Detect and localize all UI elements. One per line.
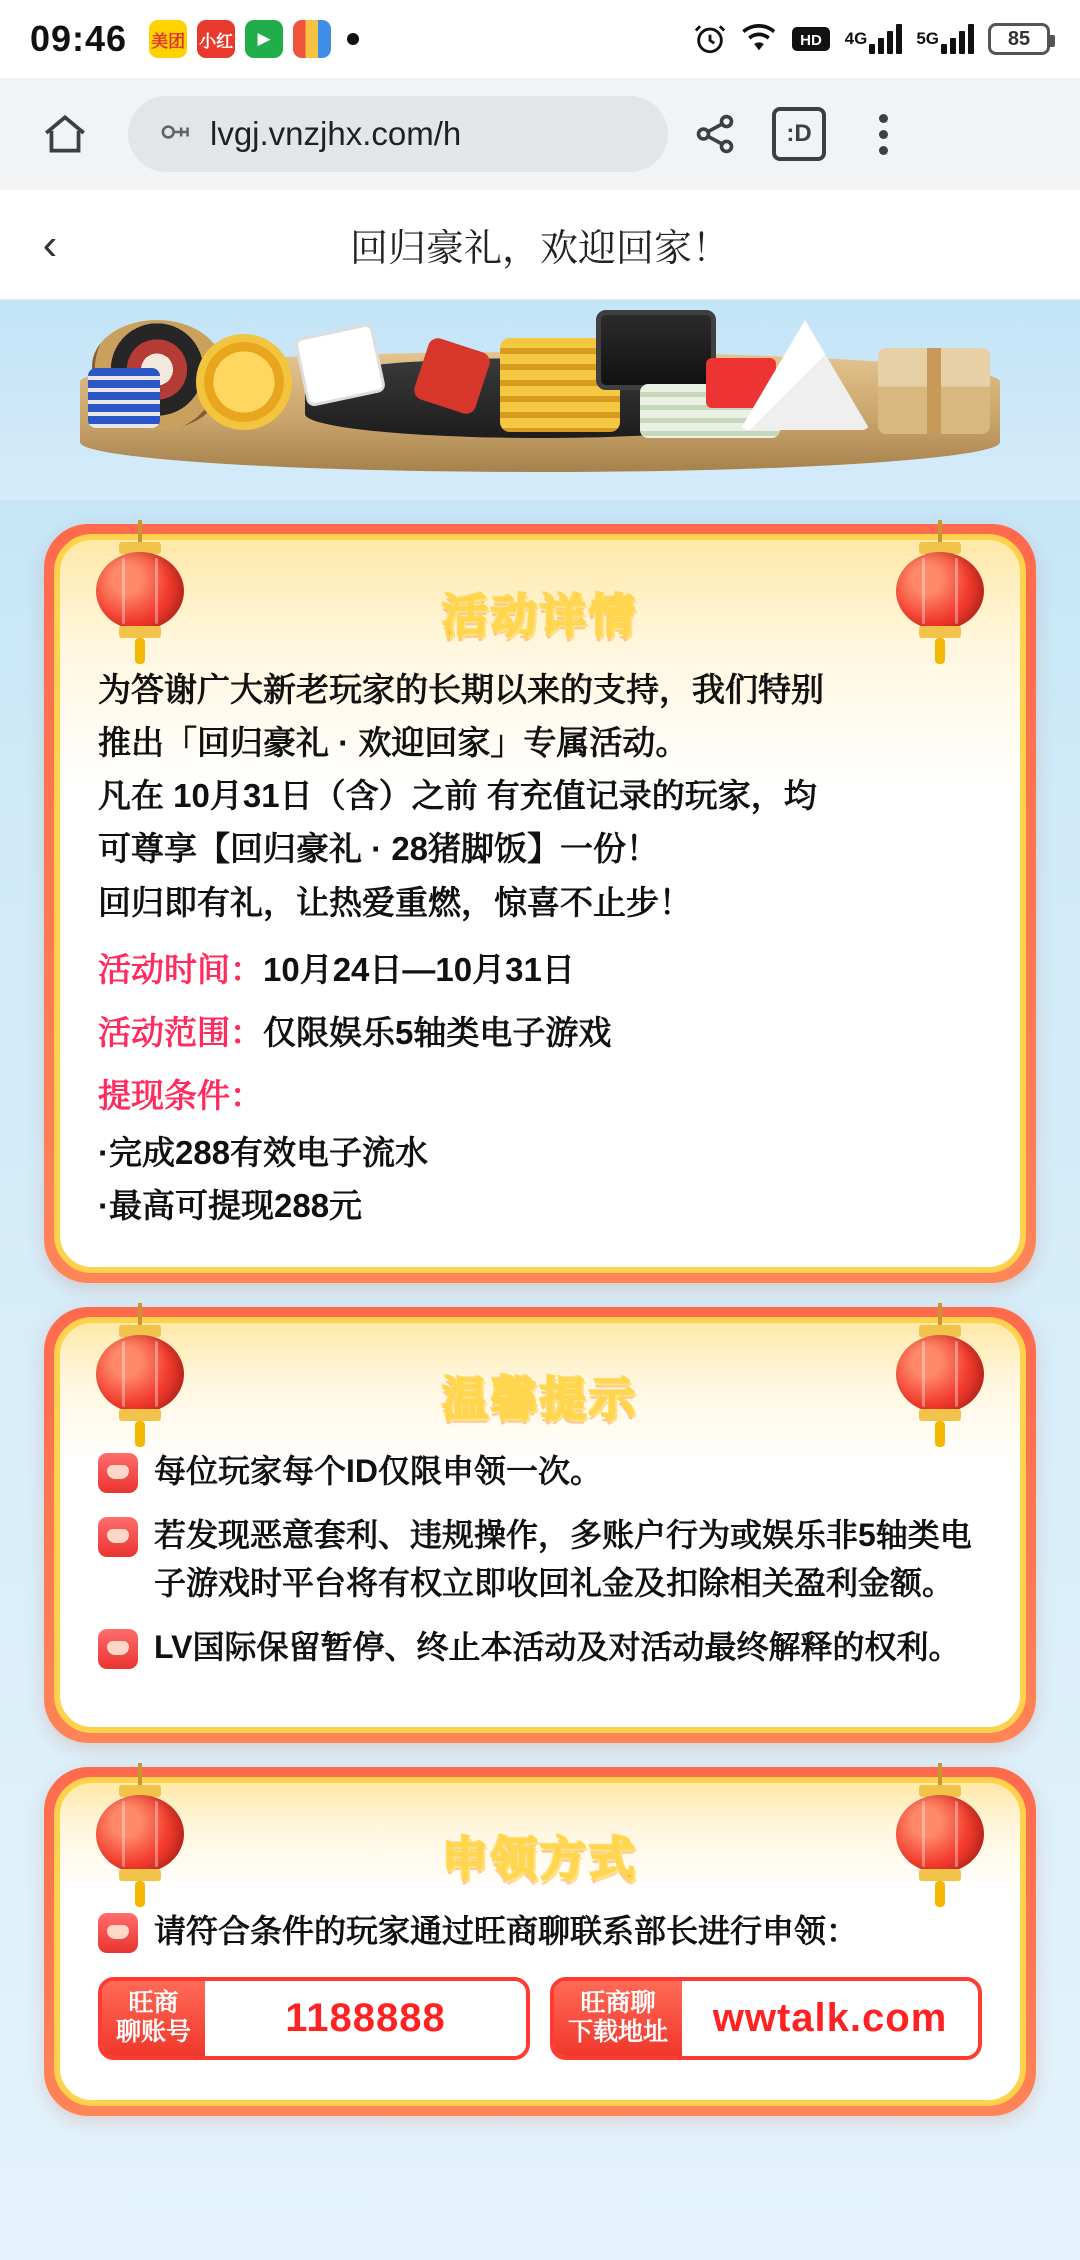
activity-time-row [98, 944, 982, 991]
description-line: 凡在 10月31日（含）之前 有充值记录的玩家，均 [98, 777, 817, 815]
status-bar [0, 0, 1080, 78]
chevron-left-icon: ‹ [42, 219, 58, 269]
activity-scope-value: 仅限娱乐5轴类电子游戏 [263, 1013, 612, 1051]
activity-description [98, 664, 982, 928]
lantern-icon [94, 1777, 186, 1905]
status-app-icons [149, 20, 331, 58]
label-line-2: 下载地址 [568, 2018, 669, 2047]
label-line-1: 旺商 [128, 1988, 179, 2017]
list-item [98, 1623, 982, 1671]
lantern-icon [94, 534, 186, 662]
site-info-icon[interactable] [158, 117, 194, 152]
notification-dot-icon [347, 33, 359, 45]
signal-4g-icon: 4G [845, 24, 903, 54]
list-item: ·最高可提现288元 [98, 1186, 363, 1224]
description-line: 可尊享【回归豪礼 · 28猪脚饭】一份！ [98, 830, 660, 868]
tablet-icon [596, 310, 716, 390]
notice-text: LV国际保留暂停、终止本活动及对活动最终解释的权利。 [154, 1628, 961, 1665]
notice-text: 每位玩家每个ID仅限申领一次。 [154, 1452, 603, 1489]
activity-scope-row [98, 1007, 982, 1054]
status-indicators [693, 22, 1050, 56]
video-icon: ▶ [245, 20, 283, 58]
address-bar[interactable] [128, 96, 668, 172]
page-content [0, 300, 1080, 2260]
section-warm-tips [44, 1307, 1036, 1743]
claim-instruction-text: 请符合条件的玩家通过旺商聊联系部长进行申领： [154, 1912, 859, 1949]
gift-box-icon [878, 348, 990, 434]
xiaohongshu-icon: 小红 [197, 20, 235, 58]
home-icon[interactable] [28, 97, 102, 171]
description-line: 推出「回归豪礼 · 欢迎回家」专属活动。 [98, 724, 689, 762]
contact-pill-row [98, 1977, 982, 2060]
section-title: 温馨提示 [442, 1372, 638, 1425]
hero-banner-image [0, 300, 1080, 500]
withdraw-condition-list [98, 1127, 982, 1227]
meituan-icon: 美团 [149, 20, 187, 58]
alarm-icon [693, 22, 727, 56]
casino-chip-icon [196, 334, 292, 430]
wwtalk-account-value[interactable]: 1188888 [205, 1981, 526, 2056]
claim-instruction [98, 1907, 982, 1955]
tab-count-label[interactable]: :D [772, 107, 826, 161]
tab-switcher-button[interactable] [762, 97, 836, 171]
svg-text:HD: HD [799, 32, 822, 49]
speaker-icon [98, 1453, 138, 1493]
rainbow-icon [293, 20, 331, 58]
speaker-icon [98, 1629, 138, 1669]
page-header [0, 190, 1080, 300]
list-item [98, 1447, 982, 1495]
signal-5g-icon: 5G [916, 24, 974, 54]
speaker-icon [98, 1913, 138, 1953]
lantern-icon [894, 1317, 986, 1445]
section-how-to-claim [44, 1767, 1036, 2116]
withdraw-condition-label: 提现条件： [98, 1076, 263, 1114]
label-line-1: 旺商聊 [580, 1988, 656, 2017]
share-icon[interactable] [678, 97, 752, 171]
browser-toolbar [0, 78, 1080, 190]
label-line-2: 聊账号 [116, 2018, 192, 2047]
wwtalk-account-label [102, 1981, 205, 2056]
wifi-icon [741, 24, 777, 54]
wwtalk-account-pill[interactable] [98, 1977, 530, 2060]
status-clock: 09:46 [30, 18, 128, 59]
battery-indicator: 85 [988, 23, 1050, 55]
speaker-icon [98, 1517, 138, 1557]
list-item [98, 1511, 982, 1607]
url-text[interactable]: lvgj.vnzjhx.com/h [210, 115, 462, 152]
notice-text: 若发现恶意套利、违规操作，多账户行为或娱乐非5轴类电子游戏时平台将有权立即收回礼金及扣除相关盈利金额。 [154, 1516, 972, 1601]
list-item: ·完成288有效电子流水 [98, 1133, 429, 1171]
wwtalk-download-value[interactable]: wwtalk.com [682, 1981, 978, 2056]
more-vertical-icon[interactable] [846, 97, 920, 171]
lantern-icon [894, 1777, 986, 1905]
activity-time-value: 10月24日—10月31日 [263, 950, 575, 988]
description-line: 为答谢广大新老玩家的长期以来的支持，我们特别 [98, 671, 824, 708]
wwtalk-download-label [554, 1981, 682, 2056]
lantern-icon [94, 1317, 186, 1445]
description-line: 回归即有礼，让热爱重燃，惊喜不止步！ [98, 883, 692, 921]
lantern-icon [894, 534, 986, 662]
activity-time-label: 活动时间： [98, 950, 263, 988]
activity-scope-label: 活动范围： [98, 1013, 263, 1051]
back-button[interactable] [0, 219, 100, 269]
wwtalk-download-pill[interactable] [550, 1977, 982, 2060]
section-activity-details [44, 524, 1036, 1283]
page-title: 回归豪礼，欢迎回家！ [349, 228, 730, 270]
chip-stack-icon [88, 368, 160, 428]
section-title: 活动详情 [442, 590, 638, 642]
section-title: 申领方式 [442, 1832, 638, 1885]
hd-icon [791, 24, 831, 54]
